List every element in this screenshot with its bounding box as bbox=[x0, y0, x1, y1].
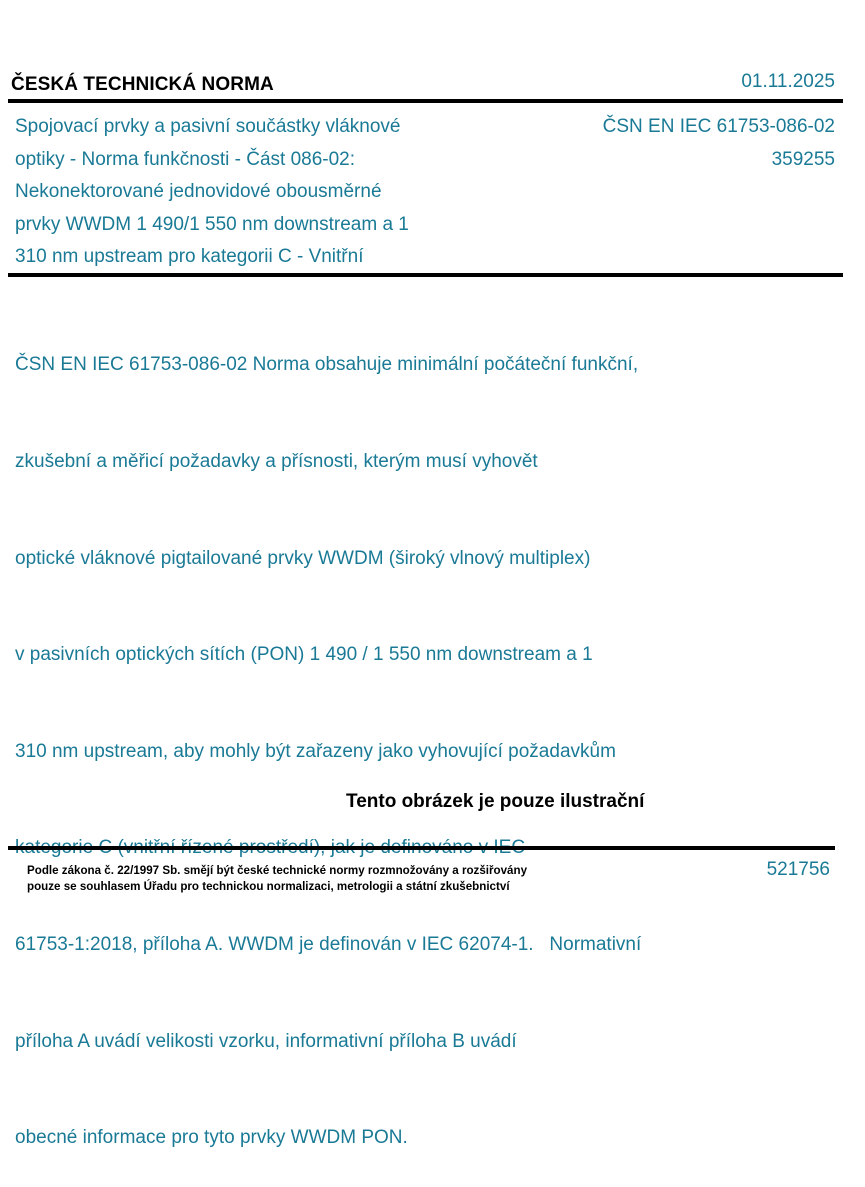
norm-title-line: 310 nm upstream pro kategorii C - Vnitřní bbox=[15, 246, 364, 267]
abstract-line: obecné informace pro tyto prvky WWDM PON. bbox=[15, 1127, 408, 1149]
document-number: 521756 bbox=[766, 859, 830, 880]
abstract-line: ČSN EN IEC 61753-086-02 Norma obsahuje minimální počáteční funkční, bbox=[15, 354, 639, 376]
illustration-note: Tento obrázek je pouze ilustrační bbox=[346, 791, 645, 812]
publication-date: 01.11.2025 bbox=[741, 71, 835, 92]
legal-notice bbox=[27, 863, 527, 894]
header-divider bbox=[8, 99, 843, 103]
norm-identifier bbox=[603, 111, 835, 176]
norm-title-line: optiky - Norma funkčnosti - Část 086-02: bbox=[15, 148, 356, 170]
abstract bbox=[15, 285, 745, 1187]
document-heading: ČESKÁ TECHNICKÁ NORMA bbox=[11, 74, 274, 95]
norm-title-line: Spojovací prvky a pasivní součástky vláknové bbox=[15, 116, 401, 137]
abstract-line: příloha A uvádí velikosti vzorku, informativní příloha B uvádí bbox=[15, 1030, 517, 1052]
abstract-line: optické vláknové pigtailované prvky WWDM (široký vlnový multiplex) bbox=[15, 547, 591, 569]
norm-title-line: prvky WWDM 1 490/1 550 nm downstream a 1 bbox=[15, 213, 409, 235]
legal-notice-line: Podle zákona č. 22/1997 Sb. smějí být české technické normy rozmnožovány a rozšiřovány bbox=[27, 864, 528, 877]
title-divider bbox=[8, 273, 843, 277]
norm-title bbox=[15, 111, 485, 274]
abstract-line: zkušební a měřicí požadavky a přísnosti, kterým musí vyhovět bbox=[15, 451, 538, 473]
legal-notice-line: pouze se souhlasem Úřadu pro technickou normalizaci, metrologii a státní zkušebnictví bbox=[27, 879, 510, 893]
abstract-line: 61753-1:2018, příloha A. WWDM je definován v IEC 62074-1. Normativní bbox=[15, 934, 642, 956]
norm-code: ČSN EN IEC 61753-086-02 bbox=[602, 116, 835, 137]
footer-divider bbox=[8, 846, 835, 850]
abstract-line: 310 nm upstream, aby mohly být zařazeny jako vyhovující požadavkům bbox=[15, 740, 616, 762]
abstract-line: v pasivních optických sítích (PON) 1 490 / 1 550 nm downstream a 1 bbox=[15, 644, 593, 666]
norm-title-line: Nekonektorované jednovidové obousměrné bbox=[15, 181, 382, 202]
classification-number: 359255 bbox=[771, 148, 835, 170]
